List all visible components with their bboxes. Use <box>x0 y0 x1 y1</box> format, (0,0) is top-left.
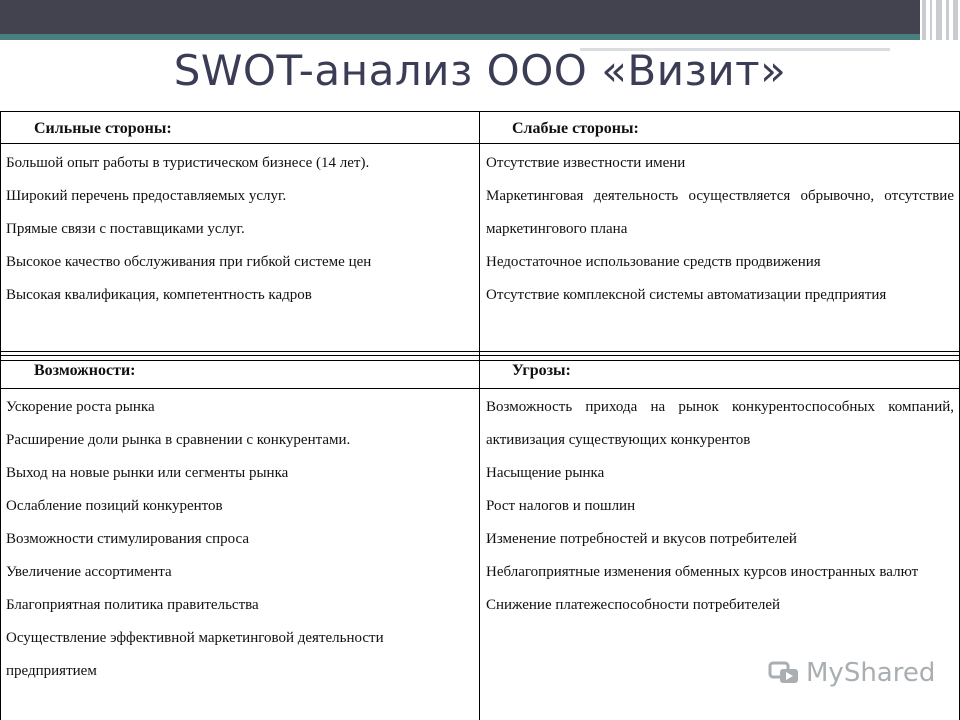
decorative-stripes <box>920 0 960 40</box>
list-item: Недостаточное использование средств продвижения <box>486 254 821 270</box>
strengths-list <box>6 147 474 312</box>
threats-header: Угрозы: <box>512 362 571 379</box>
list-item: Возможность прихода на рынок конкурентоспособных компаний, активизация существующих конкурентов <box>486 399 954 448</box>
list-item: Прямые связи с поставщиками услуг. <box>6 221 245 237</box>
list-item: Маркетинговая деятельность осуществляется обрывочно, отсутствие маркетингового плана <box>486 188 954 237</box>
slide-title: SWOT-анализ ООО «Визит» <box>173 46 787 95</box>
list-item: Снижение платежеспособности потребителей <box>486 597 781 613</box>
opportunities-list <box>6 391 474 688</box>
list-item: Расширение доли рынка в сравнении с конкурентами. <box>6 432 351 448</box>
accent-strip <box>0 34 920 40</box>
weaknesses-list <box>486 147 954 312</box>
watermark <box>768 656 935 690</box>
strengths-header: Сильные стороны: <box>34 120 172 137</box>
top-bar <box>0 0 920 34</box>
swot-table <box>0 111 960 720</box>
list-item: Насыщение рынка <box>486 465 605 481</box>
list-item: Увеличение ассортимента <box>6 564 172 580</box>
section-divider-top <box>0 351 960 352</box>
list-item: Изменение потребностей и вкусов потребителей <box>486 531 797 547</box>
list-item: Ускорение роста рынка <box>6 399 155 415</box>
list-item: Возможности стимулирования спроса <box>6 531 249 547</box>
list-item: Высокая квалификация, компетентность кадров <box>6 287 312 303</box>
list-item: Большой опыт работы в туристическом бизнесе (14 лет). <box>6 155 370 171</box>
opportunities-header: Возможности: <box>34 362 136 379</box>
list-item: Осуществление эффективной маркетинговой деятельности предприятием <box>6 630 384 679</box>
column-divider <box>479 111 480 720</box>
list-item: Широкий перечень предоставляемых услуг. <box>6 188 287 204</box>
list-item: Благоприятная политика правительства <box>6 597 259 613</box>
weaknesses-header: Слабые стороны: <box>512 120 639 137</box>
list-item: Неблагоприятные изменения обменных курсов иностранных валют <box>486 564 919 580</box>
list-item: Выход на новые рынки или сегменты рынка <box>6 465 289 481</box>
table-border-left <box>0 111 1 720</box>
section-divider-mid <box>0 355 960 356</box>
threats-list <box>486 391 954 622</box>
list-item: Рост налогов и пошлин <box>486 498 636 514</box>
header-divider-2 <box>0 388 960 389</box>
myshared-logo-icon <box>768 657 800 689</box>
watermark-text: MyShared <box>806 658 936 688</box>
table-border-top <box>0 111 960 112</box>
list-item: Отсутствие комплексной системы автоматизации предприятия <box>486 287 887 303</box>
list-item: Отсутствие известности имени <box>486 155 686 171</box>
section-divider-bottom <box>0 360 960 361</box>
list-item: Ослабление позиций конкурентов <box>6 498 223 514</box>
list-item: Высокое качество обслуживания при гибкой системе цен <box>6 254 372 270</box>
